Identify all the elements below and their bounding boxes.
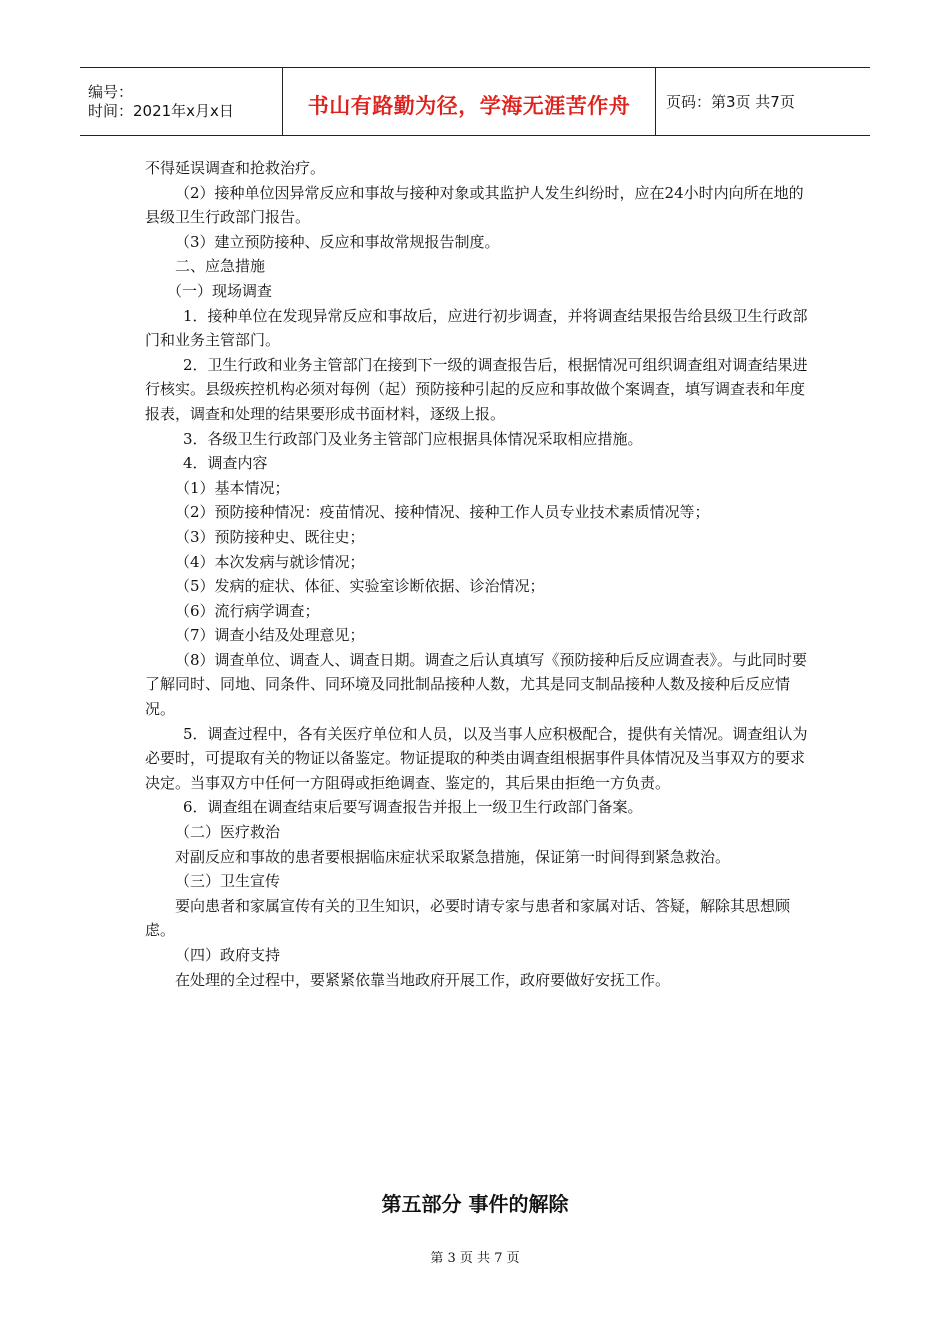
list-item: （3）预防接种史、既往史；: [175, 527, 365, 546]
list-item: （8）调查单位、调查人、调查日期。调查之后认真填写《预防接种后反应调查表》。与此同时要了解同时、同地、同条件、同环境及同批制品接种人数，尤其是同支制品接种人数及接种后反应情况。: [145, 650, 808, 719]
header-left-cell: [80, 68, 282, 135]
paragraph: 4．调查内容: [183, 454, 268, 473]
list-item: （2）预防接种情况：疫苗情况、接种情况、接种工作人员专业技术素质情况等；: [175, 503, 710, 522]
list-item: （4）本次发病与就诊情况；: [175, 552, 365, 571]
subsection-heading: （二）医疗救治: [175, 823, 281, 842]
paragraph: （2）接种单位因异常反应和事故与接种对象或其监护人发生纠纷时，应在24小时内向所在地的县级卫生行政部门报告。: [145, 183, 804, 227]
paragraph: 对副反应和事故的患者要根据临床症状采取紧急措施，保证第一时间得到紧急救治。: [175, 847, 731, 866]
list-item: （1）基本情况；: [175, 478, 290, 497]
paragraph: 2．卫生行政和业务主管部门在接到下一级的调查报告后，根据情况可组织调查组对调查结果进行核实。县级疾控机构必须对每例（起）预防接种引起的反应和事故做个案调查，填写调查表和年度报表，调查和处理的结果要形成书面材料，逐级上报。: [145, 355, 808, 423]
section-heading: 二、应急措施: [175, 257, 266, 276]
header-page-cell: [656, 68, 795, 135]
paragraph: 1．接种单位在发现异常反应和事故后，应进行初步调查，并将调查结果报告给县级卫生行政部门和业务主管部门。: [145, 306, 808, 350]
header-table: [80, 67, 870, 136]
header-page-number: 页码：第3页 共7页: [666, 93, 795, 111]
list-item: （7）调查小结及处理意见；: [175, 626, 365, 645]
subsection-heading: （四）政府支持: [175, 946, 281, 964]
paragraph: （3）建立预防接种、反应和事故常规报告制度。: [175, 232, 500, 251]
paragraph: 3．各级卫生行政部门及业务主管部门应根据具体情况采取相应措施。: [183, 429, 643, 448]
document-date: 时间：2021年x月x日: [88, 101, 234, 120]
paragraph: 在处理的全过程中，要紧紧依靠当地政府开展工作，政府要做好安抚工作。: [175, 970, 671, 989]
document-number-label: 编号：: [88, 82, 134, 101]
list-item: （5）发病的症状、体征、实验室诊断依据、诊治情况；: [175, 577, 545, 596]
document-body: [145, 156, 810, 992]
subsection-heading: （三）卫生宣传: [175, 872, 281, 891]
header-motto: 书山有路勤为径，学海无涯苦作舟: [307, 93, 631, 118]
paragraph: 6．调查组在调查结束后要写调查报告并报上一级卫生行政部门备案。: [183, 798, 643, 817]
header-motto-cell: [282, 68, 656, 135]
subsection-heading: （一）现场调查: [167, 281, 273, 300]
page-footer: 第 3 页 共 7 页: [430, 1251, 520, 1266]
section-title: 第五部分 事件的解除: [381, 1192, 569, 1216]
paragraph: 要向患者和家属宣传有关的卫生知识，必要时请专家与患者和家属对话、答疑，解除其思想顾虑。: [145, 896, 791, 940]
paragraph: 不得延误调查和抢救治疗。: [145, 159, 326, 177]
paragraph: 5．调查过程中，各有关医疗单位和人员，以及当事人应积极配合，提供有关情况。调查组认为必要时，可提取有关的物证以备鉴定。物证提取的种类由调查组根据事件具体情况及当事双方的要求决定。当事双方中任何一方阻碍或拒绝调查、鉴定的，其后果由拒绝一方负责。: [145, 724, 808, 792]
list-item: （6）流行病学调查；: [175, 601, 320, 620]
